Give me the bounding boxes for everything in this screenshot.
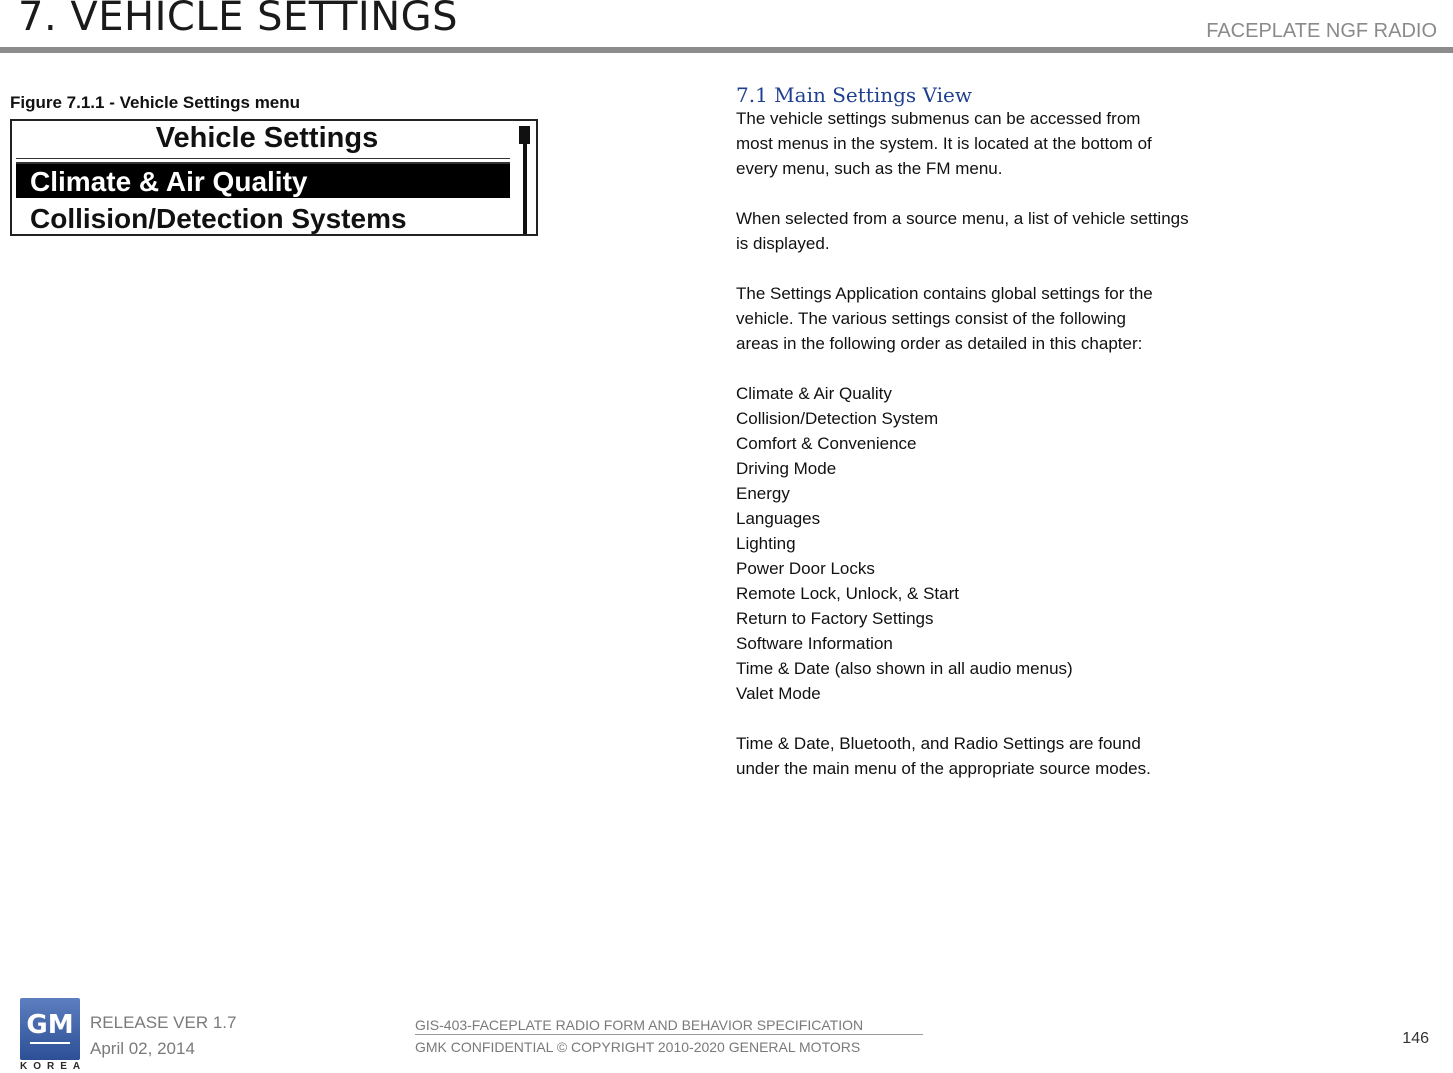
settings-list-item: Collision/Detection System (736, 409, 939, 428)
section-body (736, 106, 1336, 781)
paragraph-line: is displayed. (736, 234, 830, 253)
settings-list-item: Energy (736, 484, 790, 503)
paragraph-line: areas in the following order as detailed in this chapter: (736, 334, 1143, 353)
settings-list-item: Valet Mode (736, 684, 821, 703)
logo-text: GM (26, 1010, 74, 1040)
page-number: 146 (1402, 1030, 1429, 1047)
paragraph-line: The vehicle settings submenus can be accessed from (736, 109, 1141, 128)
settings-list-item: Lighting (736, 534, 796, 553)
paragraph-line: The Settings Application contains global settings for the (736, 284, 1153, 303)
vehicle-settings-screen (10, 119, 538, 236)
settings-list-item: Remote Lock, Unlock, & Start (736, 584, 959, 603)
footer-spec (415, 1014, 863, 1058)
settings-list-item: Return to Factory Settings (736, 609, 934, 628)
spec-title: GIS-403-FACEPLATE RADIO FORM AND BEHAVIOR SPECIFICATION (415, 1017, 864, 1033)
paragraph-line: When selected from a source menu, a list of vehicle settings (736, 209, 1189, 228)
release-date: April 02, 2014 (90, 1039, 195, 1058)
header-divider (0, 47, 1453, 53)
release-version: RELEASE VER 1.7 (90, 1013, 237, 1032)
screen-title: Vehicle Settings (155, 122, 379, 154)
figure-caption: Figure 7.1.1 - Vehicle Settings menu (10, 93, 301, 112)
paragraph-line: vehicle. The various settings consist of the following (736, 309, 1126, 328)
settings-list-item: Time & Date (also shown in all audio menus) (736, 659, 1073, 678)
settings-list-item: Software Information (736, 634, 893, 653)
logo-subtext: KOREA (20, 1061, 87, 1072)
settings-list-item: Comfort & Convenience (736, 434, 917, 453)
confidential-notice: GMK CONFIDENTIAL © COPYRIGHT 2010-2020 GENERAL MOTORS (415, 1039, 861, 1055)
paragraph-line: under the main menu of the appropriate source modes. (736, 759, 1151, 778)
menu-item-collision-detection-systems[interactable]: Collision/Detection Systems (30, 203, 407, 234)
page-title: 7. VEHICLE SETTINGS (18, 0, 459, 40)
section-heading: 7.1 Main Settings View (736, 83, 972, 107)
settings-list-item: Driving Mode (736, 459, 837, 478)
release-info (90, 1010, 236, 1062)
settings-list-item: Languages (736, 509, 821, 528)
paragraph-line: every menu, such as the FM menu. (736, 159, 1003, 178)
scrollbar-thumb[interactable] (519, 126, 530, 144)
footer-divider (415, 1034, 923, 1035)
paragraph-line: most menus in the system. It is located at the bottom of (736, 134, 1152, 153)
logo-underline (30, 1042, 70, 1044)
screen-title-divider (16, 158, 510, 159)
gm-korea-logo (20, 998, 80, 1060)
document-product-name: FACEPLATE NGF RADIO (1206, 20, 1437, 42)
menu-item-climate-air-quality[interactable]: Climate & Air Quality (16, 164, 510, 198)
settings-list-item: Power Door Locks (736, 559, 875, 578)
paragraph-line: Time & Date, Bluetooth, and Radio Settings are found (736, 734, 1141, 753)
settings-list-item: Climate & Air Quality (736, 384, 892, 403)
